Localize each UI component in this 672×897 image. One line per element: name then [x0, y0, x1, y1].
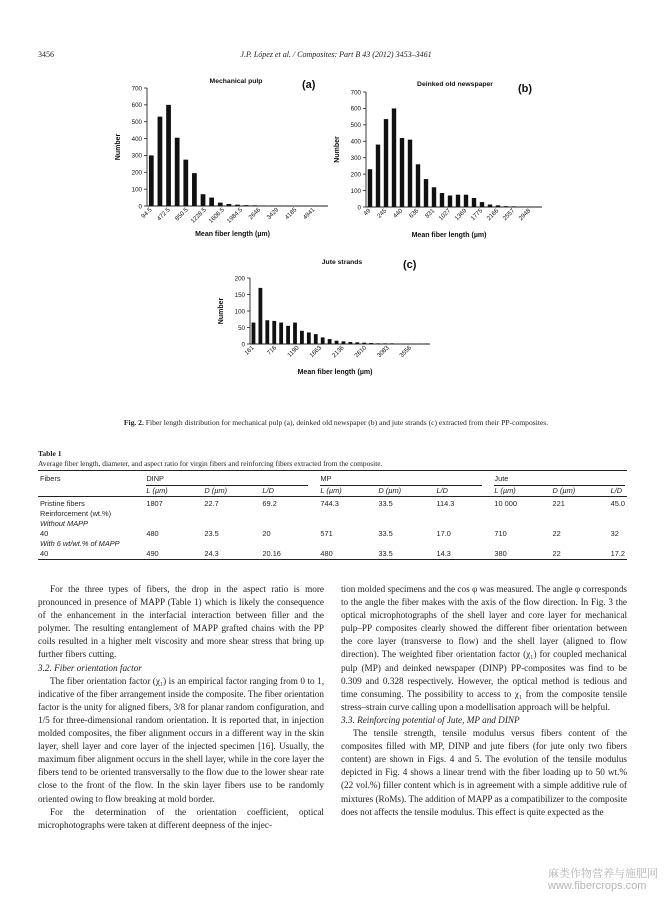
y-tick-label: 0 — [357, 204, 361, 212]
bar — [424, 179, 428, 207]
x-tick-label: 4185 — [283, 206, 299, 222]
right-column — [341, 583, 627, 819]
table-cell — [202, 539, 260, 549]
table-group-jute-label: Jute — [494, 474, 509, 483]
y-tick-label: 100 — [350, 187, 361, 195]
left-column — [38, 583, 324, 832]
figure-caption — [0, 418, 672, 427]
y-tick-label: 100 — [234, 308, 245, 316]
x-tick-label: 2166 — [485, 207, 501, 223]
table-cell: 380 — [492, 549, 550, 560]
y-tick-label: 100 — [131, 186, 142, 194]
y-tick-label: 500 — [350, 122, 361, 130]
bar — [286, 326, 290, 344]
bar — [209, 198, 214, 206]
x-tick-label: 4941 — [301, 206, 317, 222]
figure-caption-label: Fig. 2. — [123, 418, 144, 427]
table-label: Table 1 — [38, 449, 62, 458]
bar — [279, 323, 283, 344]
paragraph: For the determination of the orientation coefficient, optical microphotographs were taken at different deepness of the injec- — [38, 806, 324, 830]
table-group-dinp-label: DINP — [146, 474, 164, 483]
table-cell — [144, 509, 202, 519]
bar — [244, 205, 249, 206]
bar — [536, 207, 540, 208]
y-tick-label: 200 — [234, 275, 245, 283]
bar — [369, 343, 373, 344]
table-cell: 17.0 — [436, 529, 451, 538]
bar — [528, 207, 532, 208]
y-tick-label: 300 — [131, 152, 142, 160]
bar — [355, 342, 359, 344]
table-row-label: Pristine fibers — [40, 499, 85, 508]
table-cell — [260, 509, 318, 519]
y-tick-label: 600 — [131, 102, 142, 110]
table-unit: L (µm) — [492, 486, 550, 497]
section-heading: 3.2. Fiber orientation factor — [38, 662, 142, 673]
x-tick-label: 472.5 — [155, 206, 172, 223]
table-cell — [434, 539, 492, 549]
table-row-label: 40 — [38, 549, 144, 560]
y-tick-label: 50 — [238, 324, 245, 332]
x-tick-label: 440 — [391, 207, 405, 220]
x-tick-label: 161 — [243, 344, 256, 357]
bar — [227, 204, 232, 206]
bar — [235, 205, 240, 206]
y-tick-label: 0 — [241, 341, 245, 349]
table-group-mp — [318, 471, 492, 487]
bar — [321, 337, 325, 344]
table-cell — [492, 539, 550, 549]
table-row — [38, 549, 627, 560]
bar — [480, 202, 484, 207]
figure-2-charts — [0, 0, 672, 420]
table-cell — [434, 519, 492, 529]
table-cell: 710 — [494, 529, 507, 538]
bar — [348, 342, 352, 344]
bar — [376, 145, 380, 207]
page-number: 3456 — [38, 50, 54, 59]
x-tick-label: 1228.5 — [189, 206, 208, 225]
table-cell — [260, 539, 318, 549]
x-tick-label: 1775 — [469, 207, 485, 223]
table-cell: 571 — [320, 529, 333, 538]
table-unit: L/D — [434, 486, 492, 497]
table-1 — [38, 470, 627, 560]
table-cell — [609, 519, 627, 529]
table-cell — [376, 519, 434, 529]
paragraph: The tensile strength, tensile modulus versus fibers content of the composites filled with MP, DINP and jute fibers (for jute only two fibers content) are shown in Figs. 4 and 5. The evolution of the tensile modulus depicted in Fig. 4 shows a linear trend with the fiber loading up to 50 wt.% (22 vol.%) filler content which is in agreement with a simple additive rule of mixtures (RoMs). The addition of MAPP as a compatibilizer to the composite does not affects the tensile modulus. This effect is quite expected as the — [341, 728, 627, 817]
bar — [300, 331, 304, 344]
table-cell: 490 — [144, 549, 202, 560]
table-cell: 480 — [146, 529, 159, 538]
table-cell: 33.5 — [378, 529, 393, 538]
bar — [368, 169, 372, 207]
watermark-chinese: 麻类作物营养与施肥网 — [548, 867, 658, 880]
table-cell: 20.16 — [260, 549, 318, 560]
y-tick-label: 150 — [234, 291, 245, 299]
table-cell — [550, 519, 608, 529]
table-cell — [260, 519, 318, 529]
table-cell — [492, 509, 550, 519]
y-tick-label: 600 — [350, 105, 361, 113]
table-cell: 17.2 — [610, 549, 625, 558]
bar — [272, 321, 276, 344]
table-cell: 32 — [610, 529, 619, 538]
table-cell: 22 — [550, 549, 608, 560]
bar — [183, 160, 188, 206]
bar — [392, 108, 396, 207]
bar — [472, 198, 476, 207]
x-tick-label: 3429 — [265, 206, 281, 222]
table-cell: 33.5 — [378, 499, 393, 508]
bar — [295, 206, 300, 207]
table-unit: L (µm) — [144, 486, 202, 497]
bar — [258, 288, 262, 344]
table-cell: 1807 — [146, 499, 163, 508]
table-cell — [376, 539, 434, 549]
table-cell — [492, 519, 550, 529]
bar — [432, 187, 436, 207]
bar — [416, 164, 420, 207]
bar — [411, 344, 415, 345]
table-caption: Average fiber length, diameter, and aspect ratio for virgin fibers and reinforcing fibers extracted from the composite. — [38, 459, 383, 468]
bar — [418, 344, 422, 345]
y-tick-label: 300 — [350, 155, 361, 163]
bar — [314, 334, 318, 344]
table-units-empty — [38, 486, 144, 497]
bar — [456, 195, 460, 207]
table-units-row — [38, 486, 627, 497]
table-cell — [609, 509, 627, 519]
table-cell — [144, 539, 202, 549]
x-tick-label: 1606.5 — [207, 206, 226, 225]
bar — [175, 138, 180, 206]
bar — [504, 206, 508, 207]
table-cell — [318, 509, 376, 519]
table-cell — [434, 509, 492, 519]
table-cell — [318, 539, 376, 549]
table-cell: 10 000 — [494, 499, 518, 508]
panel-label: (b) — [518, 83, 533, 95]
table-group-fibers: Fibers — [38, 471, 144, 487]
table-unit: D (µm) — [202, 486, 260, 497]
table-unit: L/D — [609, 486, 627, 497]
x-tick-label: 831 — [423, 207, 437, 220]
bar — [488, 205, 492, 207]
bar — [261, 205, 266, 206]
paragraph: tion molded specimens and the cos φ was measured. The angle φ corresponds to the angle the fiber makes with the axis of the flow direction. In Fig. 3 the optical microphotographs of the shell layer and core layer for mechanical pulp–PP composites clearly showed the different fiber orientation between the core layer (transverse to flow) and the shell layer (aligned to flow direction). The weighted fiber orientation factor (χ₁) for coupled mechanical pulp (MP) and deinked newspaper (DINP) PP-composites was find to be 0.309 and 0.328 respectively. However, the optical method is tedious and time consuming. The possibility to access to χ₁ from the composite tensile stress–strain curve calling upon a modellisation approach will be helpful. — [341, 584, 627, 712]
table-row — [38, 539, 627, 549]
table-row — [38, 509, 627, 519]
table-row-label: Reinforcement (wt.%) — [40, 509, 112, 518]
bar — [440, 193, 444, 207]
table-unit: D (µm) — [376, 486, 434, 497]
table-row — [38, 497, 627, 510]
x-tick-label: 2557 — [501, 207, 517, 223]
y-tick-label: 0 — [138, 203, 142, 211]
table-body — [38, 497, 627, 560]
bar — [252, 205, 257, 206]
bar — [425, 344, 429, 345]
bar — [307, 332, 311, 344]
y-axis-label: Number — [218, 297, 225, 325]
y-tick-label: 700 — [350, 89, 361, 97]
table-cell: 33.5 — [376, 549, 434, 560]
x-tick-label: 3083 — [375, 344, 391, 360]
y-tick-label: 200 — [131, 169, 142, 177]
bar — [376, 343, 380, 344]
x-tick-label: 3556 — [398, 344, 414, 360]
table-row-label: With 6 wt/wt.% of MAPP — [40, 539, 120, 548]
x-tick-label: 2610 — [353, 344, 369, 360]
table-row-label: 40 — [40, 529, 49, 538]
y-tick-label: 400 — [350, 138, 361, 146]
y-axis-label: Number — [115, 133, 122, 161]
bar — [287, 206, 292, 207]
table-cell — [318, 519, 376, 529]
table-cell — [550, 539, 608, 549]
table-group-mp-label: MP — [320, 474, 332, 483]
bar — [149, 155, 154, 206]
bar — [252, 323, 256, 344]
bar — [464, 195, 468, 207]
table-unit: L/D — [260, 486, 318, 497]
y-tick-label: 500 — [131, 119, 142, 127]
table-cell — [202, 509, 260, 519]
x-tick-label: 94.5 — [140, 206, 154, 220]
bar — [328, 339, 332, 344]
bar — [397, 344, 401, 345]
x-tick-label: 2948 — [517, 207, 533, 223]
x-tick-label: 49 — [362, 207, 373, 218]
table-cell — [202, 519, 260, 529]
bar — [321, 206, 326, 207]
x-tick-label: 1984.5 — [225, 206, 245, 225]
x-tick-label: 1369 — [453, 207, 469, 223]
table-cell: 24.3 — [202, 549, 260, 560]
chart-title: Deinked old newspaper — [417, 81, 493, 88]
bar — [304, 206, 309, 207]
table-cell: 69.2 — [262, 499, 277, 508]
bar — [278, 206, 283, 207]
figure-caption-text: Fiber length distribution for mechanical pulp (a), deinked old newspaper (b) and jute strands (c) extracted from their PP-composites. — [145, 418, 549, 427]
y-tick-label: 700 — [131, 85, 142, 93]
bar — [201, 194, 206, 206]
bar — [158, 117, 163, 206]
bar — [496, 205, 500, 207]
table-unit: D (µm) — [550, 486, 608, 497]
bar — [390, 343, 394, 344]
x-tick-label: 1663 — [308, 344, 324, 360]
x-tick-label: 1190 — [286, 344, 301, 359]
y-axis-label: Number — [334, 136, 341, 163]
x-axis-label: Mean fiber length (µm) — [411, 232, 487, 239]
chart-title: Mechanical pulp — [209, 78, 263, 85]
paragraph: The fiber orientation factor (χ₁) is an empirical factor ranging from 0 to 1, indicative of the fiber arrangement inside the composite. The fiber orientation factor is the unity for aligned fibers, 3/8 for planar random configuration, and 1/5 for three-dimensional random orientation. It is reported that, in injection molded composites, the fiber alignment occurs in a different way in the skin layer, shell layer and core layer of the injected specimen [16]. Usually, the maximum fiber alignment occurs in the shell layer, while in the core layer the fibers tend to be oriented transversally to the flow due to the lower shear rate close to the front of the flow. In the skin layer fibers use to be randomly oriented owing to flow breaking at mold border. — [38, 675, 324, 804]
table-cell: 14.3 — [434, 549, 492, 560]
x-tick-label: 2136 — [330, 344, 346, 360]
table-cell: 22 — [552, 529, 561, 538]
bar — [408, 140, 412, 207]
chart-title: Jute strands — [321, 259, 363, 266]
y-tick-label: 400 — [131, 135, 142, 143]
table-cell — [144, 519, 202, 529]
bar — [400, 138, 404, 207]
table-cell — [550, 509, 608, 519]
x-tick-label: 716 — [265, 344, 279, 357]
table-group-dinp — [144, 471, 318, 487]
table-row — [38, 529, 627, 539]
table-cell: 480 — [318, 549, 376, 560]
x-tick-label: 1027 — [437, 207, 453, 223]
bar — [166, 105, 171, 206]
panel-label: (c) — [403, 259, 417, 271]
table-cell: 22.7 — [204, 499, 219, 508]
table-cell: 45.0 — [610, 499, 625, 508]
bar — [313, 206, 318, 207]
table-cell: 221 — [552, 499, 565, 508]
bar — [218, 203, 223, 206]
table-cell: 20 — [262, 529, 271, 538]
table-row-label: Without MAPP — [40, 519, 88, 528]
bar — [342, 341, 346, 344]
table-cell — [376, 509, 434, 519]
table-row — [38, 519, 627, 529]
table-cell: 23.5 — [204, 529, 219, 538]
table-unit: L (µm) — [318, 486, 376, 497]
table-cell: 114.3 — [436, 499, 455, 508]
table-group-row — [38, 471, 627, 487]
x-axis-label: Mean fiber length (µm) — [297, 369, 373, 376]
bar — [512, 206, 516, 207]
bar — [520, 207, 524, 208]
x-tick-label: 636 — [407, 207, 421, 220]
x-tick-label: 850.5 — [173, 206, 190, 223]
table-group-jute — [492, 471, 627, 487]
bar — [192, 173, 197, 206]
bar — [448, 196, 452, 208]
bar — [384, 119, 388, 207]
bar — [362, 343, 366, 344]
section-heading: 3.3. Reinforcing potential of Jute, MP and DINP — [341, 714, 520, 725]
bar — [293, 323, 297, 344]
table-cell: 744.3 — [320, 499, 339, 508]
y-tick-label: 200 — [350, 171, 361, 179]
watermark-url: www.fibercrops.com — [548, 880, 647, 892]
x-tick-label: 2646 — [247, 206, 263, 222]
bar — [265, 320, 269, 344]
bar — [270, 205, 275, 206]
x-axis-label: Mean fiber length (µm) — [195, 231, 270, 238]
paragraph: For the three types of fibers, the drop in the aspect ratio is more pronounced in presence of MAPP (Table 1) which is likely the consequence of the enhancement in the interfacial interaction between filler and the polymer. The resulting entanglement of MAPP grafted chains with the PP coils resulted in a higher melt viscosity and more shear stress that bring up further fibers cutting. — [38, 584, 324, 660]
running-title: J.P. López et al. / Composites: Part B 43 (2012) 3453–3461 — [240, 50, 432, 59]
panel-label: (a) — [302, 79, 316, 91]
table-cell — [609, 539, 627, 549]
x-tick-label: 245 — [375, 207, 389, 220]
bar — [335, 341, 339, 344]
